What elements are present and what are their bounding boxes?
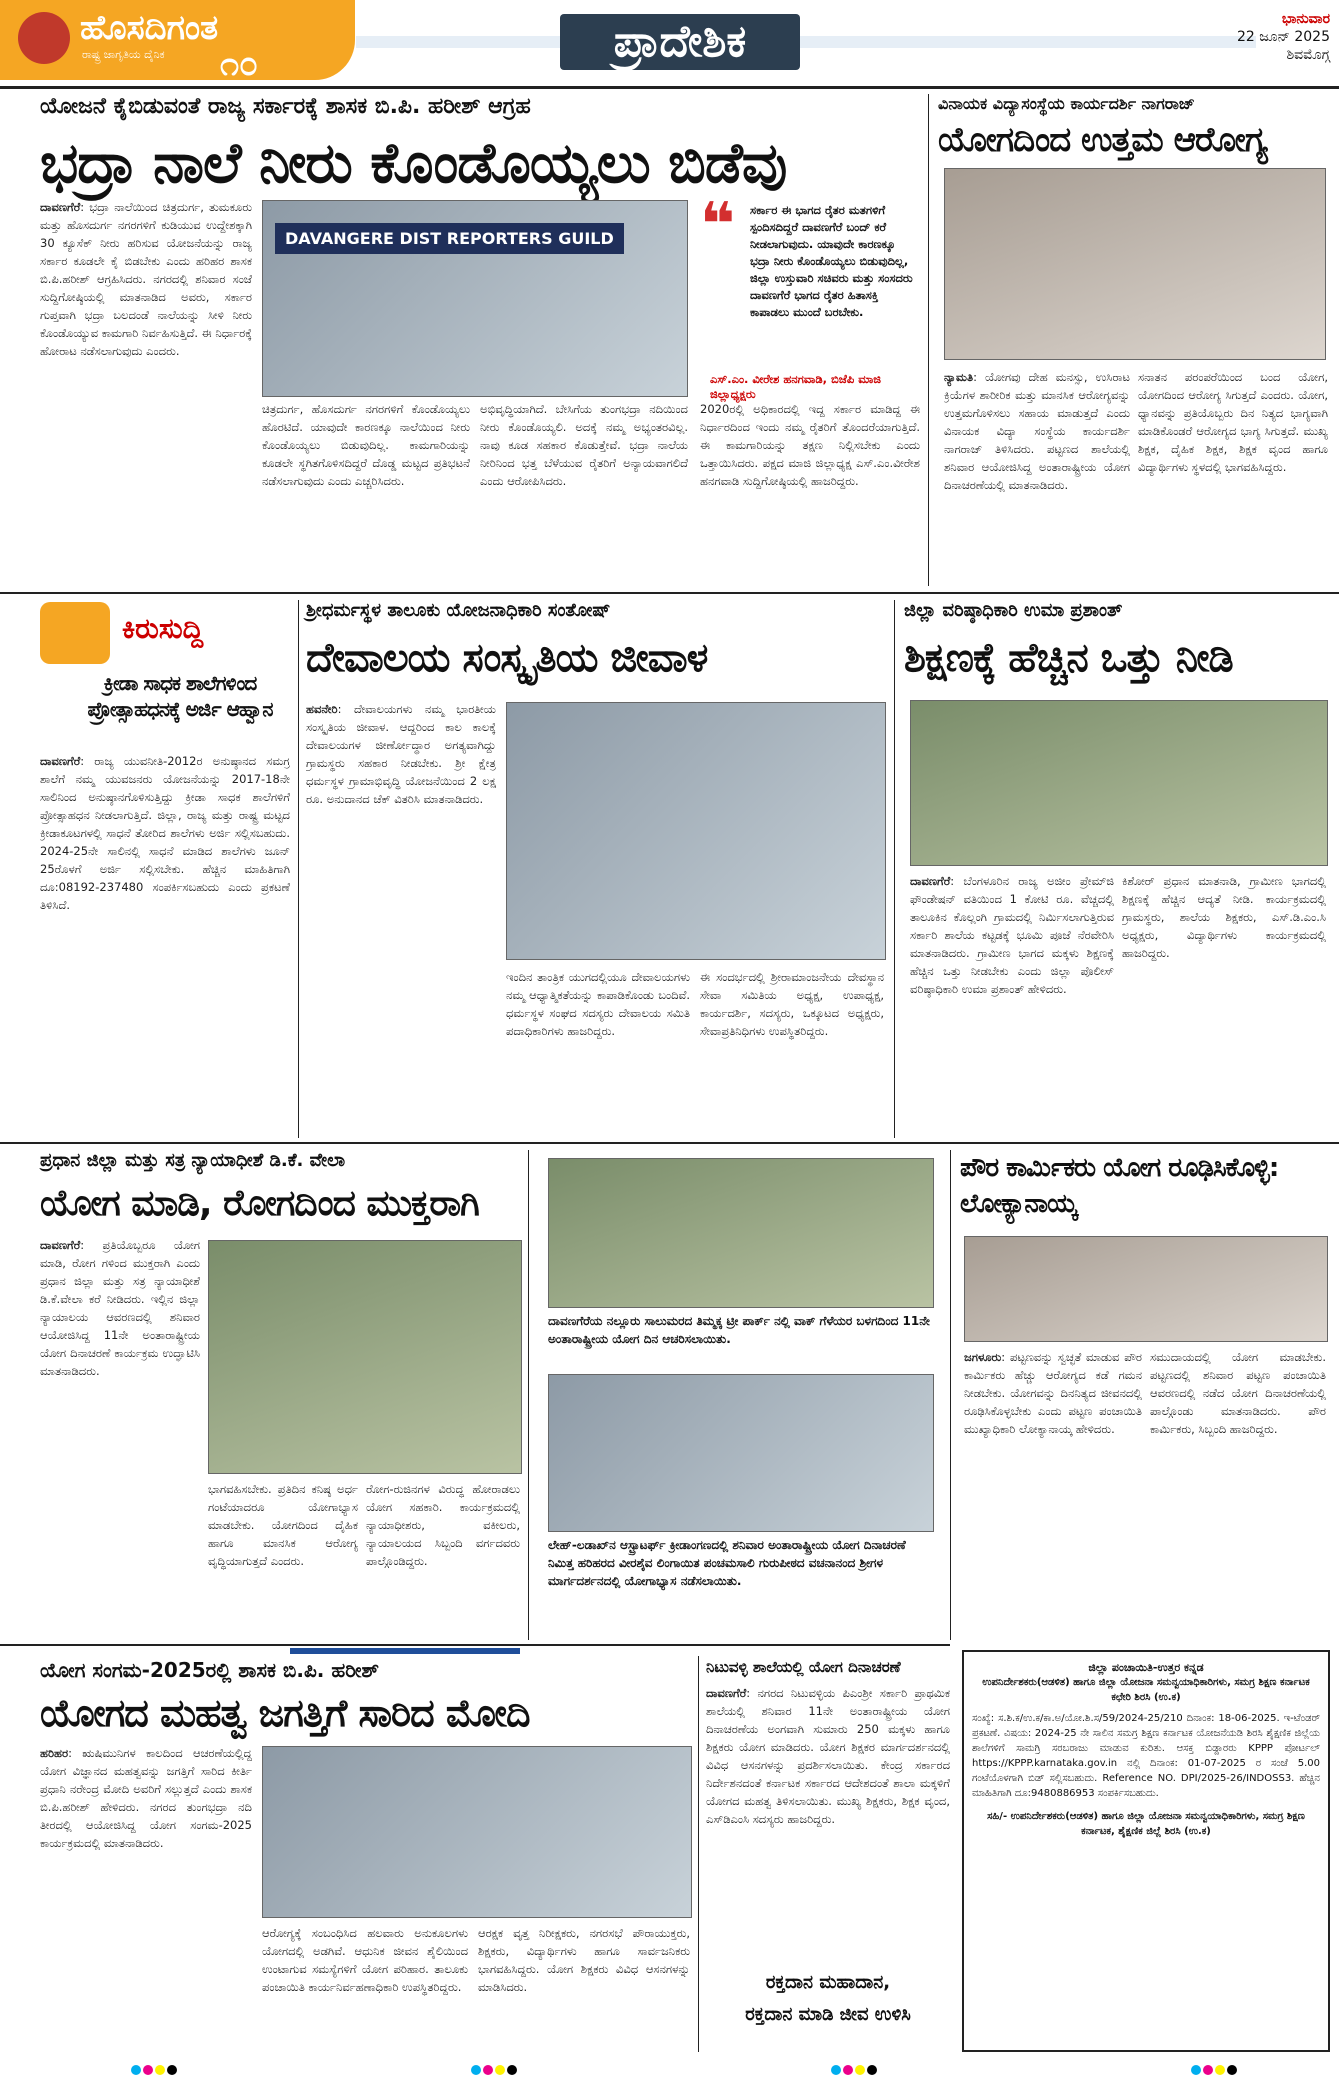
story1-quote: ಸರ್ಕಾರ ಈ ಭಾಗದ ರೈತರ ಮತಗಳಿಗೆ ಸ್ಪಂದಿಸದಿದ್ದರೆ ದಾವಣಗೆರೆ ಬಂದ್ ಕರೆ ನೀಡಲಾಗುವುದು. ಯಾವುದೇ ಕಾರಣಕ್ಕೂ ಭದ್ರಾ ನೀರು ಕೊಂಡೊಯ್ಯಲು ಬಿಡುವುದಿಲ್ಲ, ಜಿಲ್ಲಾ ಉಸ್ತುವಾರಿ ಸಚಿವರು ಮತ್ತು ಸಂಸದರು ದಾವಣಗೆರೆ ಭಾಗದ ರೈತರ ಹಿತಾಸಕ್ತಿ ಕಾಪಾಡಲು ಮುಂದೆ ಬರಬೇಕು. bbox=[750, 203, 913, 319]
dateline: ಜಗಳೂರು bbox=[964, 1350, 1002, 1364]
notice-title: ಜಿಲ್ಲಾ ಪಂಚಾಯಿತಿ-ಉತ್ತರ ಕನ್ನಡ bbox=[1088, 1661, 1204, 1674]
story5-headline: ಯೋಗ ಮಾಡಿ, ರೋಗದಿಂದ ಮುಕ್ತರಾಗಿ bbox=[40, 1183, 479, 1224]
dateline: ದಾವಣಗೆರೆ bbox=[910, 874, 951, 888]
story1-body3: ಅಭಿವೃದ್ಧಿಯಾಗಿದೆ. ಬೇಸಿಗೆಯ ತುಂಗಭದ್ರಾ ನದಿಯಿಂದ ನೀರು ಕೊಂಡೊಯ್ಯಲಿ. ಅದಕ್ಕೆ ನಮ್ಮ ಅಭ್ಯಂತರವಿಲ್ಲ. ನಾವು ಕೂಡ ಸಹಕಾರ ಕೊಡುತ್ತೇವೆ. ಭದ್ರಾ ನಾಲೆಯ ನೀರಿನಿಂದ ಭತ್ತ ಬೆಳೆಯುವ ರೈತರಿಗೆ ಅನ್ಯಾಯವಾಗಲಿದೆ ಎಂದು ಆರೋಪಿಸಿದರು. bbox=[480, 402, 688, 488]
dateline: ದಾವಣಗೆರೆ bbox=[40, 754, 81, 768]
story1-kicker: ಯೋಜನೆ ಕೈಬಿಡುವಂತೆ ರಾಜ್ಯ ಸರ್ಕಾರಕ್ಕೆ ಶಾಸಕ ಬಿ.ಪಿ. ಹರೀಶ್ ಆಗ್ರಹ bbox=[40, 94, 531, 119]
hand-icon bbox=[40, 602, 110, 664]
quote-icon: ❝ bbox=[700, 190, 736, 260]
divider bbox=[0, 592, 1339, 594]
story5-photo bbox=[208, 1240, 522, 1474]
story4-headline: ಶಿಕ್ಷಣಕ್ಕೆ ಹೆಚ್ಚಿನ ಒತ್ತು ನೀಡಿ bbox=[904, 635, 1233, 681]
story2-headline: ಯೋಗದಿಂದ ಉತ್ತಮ ಆರೋಗ್ಯ bbox=[938, 120, 1267, 160]
banner-text: DAVANGERE DIST REPORTERS GUILD bbox=[275, 223, 624, 254]
divider bbox=[698, 1656, 699, 2052]
story3-body3: ಈ ಸಂದರ್ಭದಲ್ಲಿ ಶ್ರೀರಾಮಾಂಜನೇಯ ದೇವಸ್ಥಾನ ಸೇವಾ ಸಮಿತಿಯ ಅಧ್ಯಕ್ಷ, ಉಪಾಧ್ಯಕ್ಷ, ಕಾರ್ಯದರ್ಶಿ, ಸದಸ್ಯರು, ಒಕ್ಕೂಟದ ಅಧ್ಯಕ್ಷರು, ಸೇವಾಪ್ರತಿನಿಧಿಗಳು ಉಪಸ್ಥಿತರಿದ್ದರು. bbox=[700, 970, 884, 1038]
lamp-icon bbox=[18, 12, 70, 64]
story1-body2: ಚಿತ್ರದುರ್ಗ, ಹೊಸದುರ್ಗ ನಗರಗಳಿಗೆ ಕೊಂಡೊಯ್ಯಲು ಹೊರಟಿದೆ. ಯಾವುದೇ ಕಾರಣಕ್ಕೂ ನಾಲೆಯಿಂದ ನೀರು ಕೊಂಡೊಯ್ಯಲು ಬಿಡುವುದಿಲ್ಲ. ಕಾಮಗಾರಿಯನ್ನು ಕೂಡಲೇ ಸ್ಥಗಿತಗೊಳಿಸದಿದ್ದರೆ ದೊಡ್ಡ ಮಟ್ಟದ ಪ್ರತಿಭಟನೆ ನಡೆಸಲಾಗುವುದು ಎಂದು ಎಚ್ಚರಿಸಿದರು. bbox=[262, 402, 470, 488]
story6-photo bbox=[964, 1236, 1328, 1342]
story3-body: ಹವನೇರಿ: ದೇವಾಲಯಗಳು ನಮ್ಮ ಭಾರತೀಯ ಸಂಸ್ಕೃತಿಯ ಜೀವಾಳ. ಆದ್ದರಿಂದ ಕಾಲ ಕಾಲಕ್ಕೆ ದೇವಾಲಯಗಳ ಜೀರ್ಣೋದ್ಧಾರ ಅಗತ್ಯವಾಗಿದ್ದು ಗ್ರಾಮಸ್ಥರು ಸಹಕಾರ ನೀಡಬೇಕು. ಶ್ರೀ ಕ್ಷೇತ್ರ ಧರ್ಮಸ್ಥಳ ಗ್ರಾಮಾಭಿವೃದ್ಧಿ ಯೋಜನೆಯಿಂದ 2 ಲಕ್ಷ ರೂ. ಅನುದಾನದ ಚೆಕ್ ವಿತರಿಸಿ ಮಾತನಾಡಿದರು. bbox=[306, 702, 496, 806]
section-title: ಪ್ರಾದೇಶಿಕ bbox=[560, 14, 800, 70]
story5-body2: ಭಾಗವಹಿಸಬೇಕು. ಪ್ರತಿದಿನ ಕನಿಷ್ಠ ಅರ್ಧ ಗಂಟೆಯಾದರೂ ಯೋಗಾಭ್ಯಾಸ ಮಾಡಬೇಕು. ಯೋಗದಿಂದ ದೈಹಿಕ ಹಾಗೂ ಮಾನಸಿಕ ಆರೋಗ್ಯ ವೃದ್ಧಿಯಾಗುತ್ತದೆ ಎಂದರು. bbox=[208, 1482, 358, 1568]
story6-body2: ಸಮುದಾಯದಲ್ಲಿ ಯೋಗ ಮಾಡಬೇಕು. ಪಟ್ಟಣದಲ್ಲಿ ಶನಿವಾರ ಪಟ್ಟಣ ಪಂಚಾಯಿತಿ ಆವರಣದಲ್ಲಿ ನಡೆದ ಯೋಗ ದಿನಾಚರಣೆಯಲ್ಲಿ ಪಾಲ್ಗೊಂಡು ಮಾತನಾಡಿದರು. ಪೌರ ಕಾರ್ಮಿಕರು, ಸಿಬ್ಬಂದಿ ಹಾಜರಿದ್ದರು. bbox=[1150, 1350, 1326, 1436]
page-number: ೧೦ bbox=[220, 44, 259, 84]
print-registration-dots bbox=[1190, 2060, 1238, 2079]
divider bbox=[298, 600, 299, 1138]
divider bbox=[0, 1142, 1339, 1144]
dateline: ಹರಿಹರ bbox=[40, 1746, 69, 1760]
story8-text: ನಗರದ ನಿಟುವಳ್ಳಿಯ ಪಿಎಂಶ್ರೀ ಸರ್ಕಾರಿ ಪ್ರಾಥಮಿಕ ಶಾಲೆಯಲ್ಲಿ ಶನಿವಾರ 11ನೇ ಅಂತಾರಾಷ್ಟ್ರೀಯ ಯೋಗ ದಿನಾಚರಣೆಯ ಅಂಗವಾಗಿ ಸುಮಾರು 250 ಮಕ್ಕಳು ಹಾಗೂ ಶಿಕ್ಷಕರು ಯೋಗ ಮಾಡಿದರು. ಯೋಗ ಶಿಕ್ಷಕರ ಮಾರ್ಗದರ್ಶನದಲ್ಲಿ ವಿವಿಧ ಆಸನಗಳನ್ನು ಪ್ರದರ್ಶಿಸಲಾಯಿತು. ಕೇಂದ್ರ ಸರ್ಕಾರದ ನಿರ್ದೇಶನದಂತೆ ಕರ್ನಾಟಕ ಸರ್ಕಾರದ ಆದೇಶದಂತೆ ಶಾಲಾ ಮಕ್ಕಳಿಗೆ ಯೋಗದ ಮಹತ್ವ ತಿಳಿಸಲಾಯಿತು. ಮುಖ್ಯ ಶಿಕ್ಷಕರು, ಶಿಕ್ಷಕ ವೃಂದ, ಎಸ್‌ಡಿಎಂಸಿ ಸದಸ್ಯರು ಹಾಜರಿದ್ದರು. bbox=[706, 1686, 950, 1826]
story6-text: ಪಟ್ಟಣವನ್ನು ಸ್ವಚ್ಛತೆ ಮಾಡುವ ಪೌರ ಕಾರ್ಮಿಕರು ಹೆಚ್ಚು ಆರೋಗ್ಯದ ಕಡೆ ಗಮನ ನೀಡಬೇಕು. ಯೋಗವನ್ನು ದಿನನಿತ್ಯದ ಜೀವನದಲ್ಲಿ ರೂಢಿಸಿಕೊಳ್ಳಬೇಕು ಎಂದು ಪಟ್ಟಣ ಪಂಚಾಯಿತಿ ಮುಖ್ಯಾಧಿಕಾರಿ ಲೋಕ್ಯಾನಾಯ್ಕ ಹೇಳಿದರು. bbox=[964, 1350, 1142, 1436]
divider bbox=[950, 1150, 951, 1640]
story7-photo bbox=[262, 1746, 692, 1918]
paper-name: ಹೊಸದಿಗಂತ bbox=[80, 8, 219, 48]
date-block bbox=[1150, 10, 1330, 64]
story5-body3: ರೋಗ-ರುಜಿನಗಳ ವಿರುದ್ಧ ಹೋರಾಡಲು ಯೋಗ ಸಹಕಾರಿ. ಕಾರ್ಯಕ್ರಮದಲ್ಲಿ ನ್ಯಾಯಾಧೀಶರು, ವಕೀಲರು, ನ್ಯಾಯಾಲಯದ ಸಿಬ್ಬಂದಿ ವರ್ಗದವರು ಪಾಲ್ಗೊಂಡಿದ್ದರು. bbox=[366, 1482, 520, 1568]
dateline: ಹವನೇರಿ bbox=[306, 702, 338, 716]
story1-headline: ಭದ್ರಾ ನಾಲೆ ನೀರು ಕೊಂಡೊಯ್ಯಲು ಬಿಡೆವು bbox=[40, 131, 787, 196]
story4-body: ದಾವಣಗೆರೆ: ಬೆಂಗಳೂರಿನ ರಾಜ್ಯ ಅಜೀಂ ಪ್ರೇಮ್‌ಜಿ ಫೌಂಡೇಷನ್ ವತಿಯಿಂದ 1 ಕೋಟಿ ರೂ. ವೆಚ್ಚದಲ್ಲಿ ತಾಲೂಕಿನ ಕೊಲ್ಲಂಗಿ ಗ್ರಾಮದಲ್ಲಿ ನಿರ್ಮಿಸಲಾಗುತ್ತಿರುವ ಸರ್ಕಾರಿ ಶಾಲೆಯ ಕಟ್ಟಡಕ್ಕೆ ಭೂಮಿ ಪೂಜೆ ನೆರವೇರಿಸಿ ಮಾತನಾಡಿದರು. ಗ್ರಾಮೀಣ ಭಾಗದ ಮಕ್ಕಳು ಶಿಕ್ಷಣಕ್ಕೆ ಹೆಚ್ಚಿನ ಒತ್ತು ನೀಡಬೇಕು ಎಂದು ಜಿಲ್ಲಾ ಪೊಲೀಸ್ ವರಿಷ್ಠಾಧಿಕಾರಿ ಉಮಾ ಪ್ರಶಾಂತ್ ಹೇಳಿದರು. bbox=[910, 874, 1114, 996]
story8-kicker: ನಿಟುವಳ್ಳಿ ಶಾಲೆಯಲ್ಲಿ ಯೋಗ ದಿನಾಚರಣೆ bbox=[706, 1658, 901, 1676]
story5-kicker: ಪ್ರಧಾನ ಜಿಲ್ಲಾ ಮತ್ತು ಸತ್ರ ನ್ಯಾಯಾಧೀಶೆ ಡಿ.ಕೆ. ವೇಲಾ bbox=[40, 1150, 346, 1171]
story7-body3: ಆರಕ್ಷಕ ವೃತ್ತ ನಿರೀಕ್ಷಕರು, ನಗರಸಭೆ ಪೌರಾಯುಕ್ತರು, ಶಿಕ್ಷಕರು, ವಿದ್ಯಾರ್ಥಿಗಳು ಹಾಗೂ ಸಾರ್ವಜನಿಕರು ಭಾಗವಹಿಸಿದ್ದರು. ಯೋಗ ಶಿಕ್ಷಕರು ವಿವಿಧ ಆಸನಗಳನ್ನು ಮಾಡಿಸಿದರು. bbox=[478, 1926, 690, 1994]
story8-body: ದಾವಣಗೆರೆ: ನಗರದ ನಿಟುವಳ್ಳಿಯ ಪಿಎಂಶ್ರೀ ಸರ್ಕಾರಿ ಪ್ರಾಥಮಿಕ ಶಾಲೆಯಲ್ಲಿ ಶನಿವಾರ 11ನೇ ಅಂತಾರಾಷ್ಟ್ರೀಯ ಯೋಗ ದಿನಾಚರಣೆಯ ಅಂಗವಾಗಿ ಸುಮಾರು 250 ಮಕ್ಕಳು ಹಾಗೂ ಶಿಕ್ಷಕರು ಯೋಗ ಮಾಡಿದರು. ಯೋಗ ಶಿಕ್ಷಕರ ಮಾರ್ಗದರ್ಶನದಲ್ಲಿ ವಿವಿಧ ಆಸನಗಳನ್ನು ಪ್ರದರ್ಶಿಸಲಾಯಿತು. ಕೇಂದ್ರ ಸರ್ಕಾರದ ನಿರ್ದೇಶನದಂತೆ ಕರ್ನಾಟಕ ಸರ್ಕಾರದ ಆದೇಶದಂತೆ ಶಾಲಾ ಮಕ್ಕಳಿಗೆ ಯೋಗದ ಮಹತ್ವ ತಿಳಿಸಲಾಯಿತು. ಮುಖ್ಯ ಶಿಕ್ಷಕರು, ಶಿಕ್ಷಕ ವೃಂದ, ಎಸ್‌ಡಿಎಂಸಿ ಸದಸ್ಯರು ಹಾಜರಿದ್ದರು. bbox=[706, 1686, 950, 1826]
notice-signature: ಸಹಿ/- ಉಪನಿರ್ದೇಶಕರು(ಆಡಳಿತ) ಹಾಗೂ ಜಿಲ್ಲಾ ಯೋಜನಾ ಸಮನ್ವಯಾಧಿಕಾರಿಗಳು, ಸಮಗ್ರ ಶಿಕ್ಷಣ ಕರ್ನಾಟಕ, ಶೈಕ್ಷಣಿಕ ಜಿಲ್ಲೆ ಶಿರಸಿ (ಉ.ಕ) bbox=[987, 1811, 1305, 1837]
ladakh-yoga-photo bbox=[548, 1374, 934, 1532]
story2-photo bbox=[944, 168, 1326, 360]
accent-bar bbox=[290, 1648, 520, 1654]
story7-headline: ಯೋಗದ ಮಹತ್ವ ಜಗತ್ತಿಗೆ ಸಾರಿದ ಮೋದಿ bbox=[40, 1691, 530, 1735]
day: ಭಾನುವಾರ bbox=[1281, 11, 1330, 27]
story2-body2: ಸನಾತನ ಪರಂಪರೆಯಿಂದ ಬಂದ ಯೋಗ, ಯೋಗದಿಂದ ಆರೋಗ್ಯ ಸಿಗುತ್ತದೆ ಎಂದರು. ಯೋಗ, ಧ್ಯಾನವನ್ನು ಪ್ರತಿಯೊಬ್ಬರು ದಿನ ನಿತ್ಯದ ಭಾಗ್ಯವಾಗಿ ಮಾಡಿಕೊಂಡರೆ ಆರೋಗ್ಯದ ಭಾಗ್ಯ ಸಿಗುತ್ತದೆ. ಮುಖ್ಯ ಶಿಕ್ಷಕ, ದೈಹಿಕ ಶಿಕ್ಷಕ, ಶಿಕ್ಷಕ ವೃಂದ ಹಾಗೂ ವಿದ್ಯಾರ್ಥಿಗಳು ಸ್ಥಳದಲ್ಲಿ ಭಾಗವಹಿಸಿದ್ದರು. bbox=[1138, 370, 1328, 474]
divider bbox=[894, 600, 895, 1138]
story1-body4: 2020ರಲ್ಲಿ ಅಧಿಕಾರದಲ್ಲಿ ಇದ್ದ ಸರ್ಕಾರ ಮಾಡಿದ್ದ ಈ ನಿರ್ಧಾರದಿಂದ ಇಂದು ನಮ್ಮ ರೈತರಿಗೆ ತೊಂದರೆಯಾಗುತ್ತಿದೆ. ಈ ಕಾಮಗಾರಿಯನ್ನು ತಕ್ಷಣ ನಿಲ್ಲಿಸಬೇಕು ಎಂದು ಒತ್ತಾಯಿಸಿದರು. ಪಕ್ಷದ ಮಾಜಿ ಜಿಲ್ಲಾಧ್ಯಕ್ಷ ಎಸ್.ಎಂ.ವೀರೇಶ ಹನಗವಾಡಿ ಸುದ್ದಿಗೋಷ್ಠಿಯಲ್ಲಿ ಹಾಜರಿದ್ದರು. bbox=[700, 402, 920, 488]
dateline: ದಾವಣಗೆರೆ bbox=[40, 1238, 81, 1252]
divider bbox=[528, 1150, 529, 1640]
print-registration-dots bbox=[470, 2060, 518, 2079]
quote-author: ಎಸ್.ಎಂ. ವೀರೇಶ ಹನಗವಾಡಿ, ಬಿಜೆಪಿ ಮಾಜಿ ಜಿಲ್ಲಾಧ್ಯಕ್ಷರು bbox=[710, 372, 881, 401]
story6-headline: ಪೌರ ಕಾರ್ಮಿಕರು ಯೋಗ ರೂಢಿಸಿಕೊಳ್ಳಿ: ಲೋಕ್ಯಾನಾಯ್ಕ bbox=[960, 1153, 1279, 1219]
photo-caption-1: ದಾವಣಗೆರೆಯ ನಲ್ಲೂರು ಸಾಲುಮರದ ತಿಮ್ಮಕ್ಕ ಟ್ರೀ ಪಾರ್ಕ್ ನಲ್ಲಿ ವಾಕ್ ಗೆಳೆಯರ ಬಳಗದಿಂದ 11ನೇ ಅಂತಾರಾಷ್ಟ್ರೀಯ ಯೋಗ ದಿನ ಆಚರಿಸಲಾಯಿತು. bbox=[548, 1314, 930, 1346]
story3-text: ದೇವಾಲಯಗಳು ನಮ್ಮ ಭಾರತೀಯ ಸಂಸ್ಕೃತಿಯ ಜೀವಾಳ. ಆದ್ದರಿಂದ ಕಾಲ ಕಾಲಕ್ಕೆ ದೇವಾಲಯಗಳ ಜೀರ್ಣೋದ್ಧಾರ ಅಗತ್ಯವಾಗಿದ್ದು ಗ್ರಾಮಸ್ಥರು ಸಹಕಾರ ನೀಡಬೇಕು. ಶ್ರೀ ಕ್ಷೇತ್ರ ಧರ್ಮಸ್ಥಳ ಗ್ರಾಮಾಭಿವೃದ್ಧಿ ಯೋಜನೆಯಿಂದ 2 ಲಕ್ಷ ರೂ. ಅನುದಾನದ ಚೆಕ್ ವಿತರಿಸಿ ಮಾತನಾಡಿದರು. bbox=[306, 702, 496, 806]
tender-notice bbox=[962, 1650, 1330, 2052]
story2-text: ಯೋಗವು ದೇಹ ಮನಸ್ಸು, ಉಸಿರಾಟ ಕ್ರಿಯೆಗಳ ಶಾರೀರಿಕ ಮತ್ತು ಮಾನಸಿಕ ಆರೋಗ್ಯವನ್ನು ಉತ್ತಮಗೊಳಿಸಲು ಸಹಾಯ ಮಾಡುತ್ತದೆ ಎಂದು ವಿನಾಯಕ ವಿದ್ಯಾ ಸಂಸ್ಥೆಯ ಕಾರ್ಯದರ್ಶಿ ನಾಗರಾಜ್ ತಿಳಿಸಿದರು. ಪಟ್ಟಣದ ಶಾಲೆಯಲ್ಲಿ ಶನಿವಾರ ಆಯೋಜಿಸಿದ್ದ ಅಂತಾರಾಷ್ಟ್ರೀಯ ಯೋಗ ದಿನಾಚರಣೆಯಲ್ಲಿ ಮಾತನಾಡಿದರು. bbox=[944, 370, 1130, 492]
story1-photo bbox=[262, 200, 688, 397]
paper-tagline: ರಾಷ್ಟ್ರ ಜಾಗೃತಿಯ ದೈನಿಕ bbox=[82, 48, 165, 61]
city: ಶಿವಮೊಗ್ಗ bbox=[1286, 47, 1330, 63]
divider bbox=[928, 94, 929, 586]
blood-donation-line2: ರಕ್ತದಾನ ಮಾಡಿ ಜೀವ ಉಳಿಸಿ bbox=[745, 2004, 911, 2025]
print-registration-dots bbox=[130, 2060, 178, 2079]
story1-body: ದಾವಣಗೆರೆ: ಭದ್ರಾ ನಾಲೆಯಿಂದ ಚಿತ್ರದುರ್ಗ, ತುಮಕೂರು ಮತ್ತು ಹೊಸದುರ್ಗ ನಗರಗಳಿಗೆ ಕುಡಿಯುವ ಉದ್ದೇಶಕ್ಕಾಗಿ 30 ಕ್ಯೂಸೆಕ್ ನೀರು ಹರಿಸುವ ಯೋಜನೆಯನ್ನು ರಾಜ್ಯ ಸರ್ಕಾರ ಕೂಡಲೇ ಕೈ ಬಿಡಬೇಕು ಎಂದು ಹರಿಹರ ಶಾಸಕ ಬಿ.ಪಿ.ಹರೀಶ್ ಆಗ್ರಹಿಸಿದರು. ನಗರದಲ್ಲಿ ಶನಿವಾರ ಸಂಜೆ ಸುದ್ದಿಗೋಷ್ಠಿಯಲ್ಲಿ ಮಾತನಾಡಿದ ಅವರು, ಸರ್ಕಾರ ಗುಪ್ತವಾಗಿ ಭದ್ರಾ ಬಲದಂಡೆ ನಾಲೆಯನ್ನು ಸೀಳಿ ನೀರು ಕೊಂಡೊಯ್ಯುವ ಕಾಮಗಾರಿ ನಿರ್ವಹಿಸುತ್ತಿದೆ. ಈ ನಿರ್ಧಾರಕ್ಕೆ ಹೋರಾಟ ನಡೆಸಲಾಗುವುದು ಎಂದರು. bbox=[40, 200, 252, 358]
story2-kicker: ವಿನಾಯಕ ವಿದ್ಯಾಸಂಸ್ಥೆಯ ಕಾರ್ಯದರ್ಶಿ ನಾಗರಾಜ್ bbox=[938, 94, 1195, 113]
divider bbox=[0, 1644, 950, 1646]
masthead-bar bbox=[356, 36, 1256, 48]
dateline: ನ್ಯಾಮತಿ bbox=[944, 370, 974, 384]
notice-body: ಸಂಖ್ಯೆ: ಸ.ಶಿ.ಕ/ಉ.ಕ/ಕಾ.ಅ/ಯೋ.ಶಿ.ಸ/59/2024-25/210 ದಿನಾಂಕ: 18-06-2025. ಇ-ಟೆಂಡರ್ ಪ್ರಕಟಣೆ. ವಿಷಯ: 2024-25 ನೇ ಸಾಲಿನ ಸಮಗ್ರ ಶಿಕ್ಷಣ ಕರ್ನಾಟಕ ಯೋಜನೆಯಡಿ ಶಿರಸಿ ಶೈಕ್ಷಣಿಕ ಜಿಲ್ಲೆಯ ಶಾಲೆಗಳಿಗೆ ಸಾಮಗ್ರಿ ಸರಬರಾಜು ಮಾಡುವ ಕುರಿತು. ಆಸಕ್ತ ಬಿಡ್ದಾರರು KPPP ಪೋರ್ಟಲ್ https://KPPP.karnataka.gov.in ನಲ್ಲಿ ದಿನಾಂಕ: 01-07-2025 ರ ಸಂಜೆ 5.00 ಗಂಟೆಯೊಳಗಾಗಿ ಬಿಡ್ ಸಲ್ಲಿಸಬಹುದು. Reference NO. DPI/2025-26/INDOSS3. ಹೆಚ್ಚಿನ ಮಾಹಿತಿಗಾಗಿ ದೂ:9480886953 ಸಂಪರ್ಕಿಸಬಹುದು. bbox=[972, 1713, 1320, 1799]
story7-text: ಋಷಿಮುನಿಗಳ ಕಾಲದಿಂದ ಆಚರಣೆಯಲ್ಲಿದ್ದ ಯೋಗ ವಿಜ್ಞಾನದ ಮಹತ್ವವನ್ನು ಜಗತ್ತಿಗೆ ಸಾರಿದ ಕೀರ್ತಿ ಪ್ರಧಾನಿ ನರೇಂದ್ರ ಮೋದಿ ಅವರಿಗೆ ಸಲ್ಲುತ್ತದೆ ಎಂದು ಶಾಸಕ ಬಿ.ಪಿ.ಹರೀಶ್ ಹೇಳಿದರು. ನಗರದ ತುಂಗಭದ್ರಾ ನದಿ ತೀರದಲ್ಲಿ ಆಯೋಜಿಸಿದ್ದ ಯೋಗ ಸಂಗಮ-2025 ಕಾರ್ಯಕ್ರಮದಲ್ಲಿ ಮಾತನಾಡಿದರು. bbox=[40, 1746, 252, 1850]
story3-headline: ದೇವಾಲಯ ಸಂಸ್ಕೃತಿಯ ಜೀವಾಳ bbox=[306, 635, 708, 681]
kiru-headline: ಕ್ರೀಡಾ ಸಾಧಕ ಶಾಲೆಗಳಿಂದ ಪ್ರೋತ್ಸಾಹಧನಕ್ಕೆ ಅರ್ಜಿ ಆಹ್ವಾನ bbox=[87, 671, 273, 721]
story4-body2: ಕಿಶೋರ್ ಪ್ರಧಾನ ಮಾತನಾಡಿ, ಗ್ರಾಮೀಣ ಭಾಗದಲ್ಲಿ ಶಿಕ್ಷಣಕ್ಕೆ ಹೆಚ್ಚಿನ ಆದ್ಯತೆ ನೀಡಿ. ಕಾರ್ಯಕ್ರಮದಲ್ಲಿ ಗ್ರಾಮಸ್ಥರು, ಶಾಲೆಯ ಶಿಕ್ಷಕರು, ಎಸ್.ಡಿ.ಎಂ.ಸಿ ಅಧ್ಯಕ್ಷರು, ವಿದ್ಯಾರ್ಥಿಗಳು ಕಾರ್ಯಕ್ರಮದಲ್ಲಿ ಹಾಜರಿದ್ದರು. bbox=[1122, 874, 1326, 960]
divider bbox=[0, 86, 1339, 89]
blood-donation-line1: ರಕ್ತದಾನ ಮಹಾದಾನ, bbox=[765, 1972, 891, 1993]
story5-text: ಪ್ರತಿಯೊಬ್ಬರೂ ಯೋಗ ಮಾಡಿ, ರೋಗ ಗಳಿಂದ ಮುಕ್ತರಾಗಿ ಎಂದು ಪ್ರಧಾನ ಜಿಲ್ಲಾ ಮತ್ತು ಸತ್ರ ನ್ಯಾಯಾಧೀಶೆ ಡಿ.ಕೆ.ವೇಲಾ ಕರೆ ನೀಡಿದರು. ಇಲ್ಲಿನ ಜಿಲ್ಲಾ ನ್ಯಾಯಾಲಯ ಆವರಣದಲ್ಲಿ ಶನಿವಾರ ಆಯೋಜಿಸಿದ್ದ 11ನೇ ಅಂತಾರಾಷ್ಟ್ರೀಯ ಯೋಗ ದಿನಾಚರಣೆ ಕಾರ್ಯಕ್ರಮ ಉದ್ಘಾಟಿಸಿ ಮಾತನಾಡಿದರು. bbox=[40, 1238, 200, 1378]
story1-text: ಭದ್ರಾ ನಾಲೆಯಿಂದ ಚಿತ್ರದುರ್ಗ, ತುಮಕೂರು ಮತ್ತು ಹೊಸದುರ್ಗ ನಗರಗಳಿಗೆ ಕುಡಿಯುವ ಉದ್ದೇಶಕ್ಕಾಗಿ 30 ಕ್ಯೂಸೆಕ್ ನೀರು ಹರಿಸುವ ಯೋಜನೆಯನ್ನು ರಾಜ್ಯ ಸರ್ಕಾರ ಕೂಡಲೇ ಕೈ ಬಿಡಬೇಕು ಎಂದು ಹರಿಹರ ಶಾಸಕ ಬಿ.ಪಿ.ಹರೀಶ್ ಆಗ್ರಹಿಸಿದರು. ನಗರದಲ್ಲಿ ಶನಿವಾರ ಸಂಜೆ ಸುದ್ದಿಗೋಷ್ಠಿಯಲ್ಲಿ ಮಾತನಾಡಿದ ಅವರು, ಸರ್ಕಾರ ಗುಪ್ತವಾಗಿ ಭದ್ರಾ ಬಲದಂಡೆ ನಾಲೆಯನ್ನು ಸೀಳಿ ನೀರು ಕೊಂಡೊಯ್ಯುವ ಕಾಮಗಾರಿ ನಿರ್ವಹಿಸುತ್ತಿದೆ. ಈ ನಿರ್ಧಾರಕ್ಕೆ ಹೋರಾಟ ನಡೆಸಲಾಗುವುದು ಎಂದರು. bbox=[40, 200, 252, 358]
kiru-label: ಕಿರುಸುದ್ದಿ bbox=[122, 612, 204, 645]
photo-caption-2: ಲೇಹ್-ಲಡಾಖ್‌ನ ಆಸ್ಟ್ರಾಟರ್ಫ್ ಕ್ರೀಡಾಂಗಣದಲ್ಲಿ ಶನಿವಾರ ಅಂತಾರಾಷ್ಟ್ರೀಯ ಯೋಗ ದಿನಾಚರಣೆ ನಿಮಿತ್ತ ಹರಿಹರದ ವೀರಶೈವ ಲಿಂಗಾಯಿತ ಪಂಚಮಸಾಲಿ ಗುರುಪೀಠದ ವಚನಾನಂದ ಶ್ರೀಗಳ ಮಾರ್ಗದರ್ಶನದಲ್ಲಿ ಯೋಗಾಭ್ಯಾಸ ನಡೆಸಲಾಯಿತು. bbox=[548, 1538, 906, 1588]
story4-photo bbox=[910, 700, 1328, 866]
story3-kicker: ಶ್ರೀಧರ್ಮಸ್ಥಳ ತಾಲೂಕು ಯೋಜನಾಧಿಕಾರಿ ಸಂತೋಷ್ bbox=[306, 600, 611, 621]
story4-text: ಬೆಂಗಳೂರಿನ ರಾಜ್ಯ ಅಜೀಂ ಪ್ರೇಮ್‌ಜಿ ಫೌಂಡೇಷನ್ ವತಿಯಿಂದ 1 ಕೋಟಿ ರೂ. ವೆಚ್ಚದಲ್ಲಿ ತಾಲೂಕಿನ ಕೊಲ್ಲಂಗಿ ಗ್ರಾಮದಲ್ಲಿ ನಿರ್ಮಿಸಲಾಗುತ್ತಿರುವ ಸರ್ಕಾರಿ ಶಾಲೆಯ ಕಟ್ಟಡಕ್ಕೆ ಭೂಮಿ ಪೂಜೆ ನೆರವೇರಿಸಿ ಮಾತನಾಡಿದರು. ಗ್ರಾಮೀಣ ಭಾಗದ ಮಕ್ಕಳು ಶಿಕ್ಷಣಕ್ಕೆ ಹೆಚ್ಚಿನ ಒತ್ತು ನೀಡಬೇಕು ಎಂದು ಜಿಲ್ಲಾ ಪೊಲೀಸ್ ವರಿಷ್ಠಾಧಿಕಾರಿ ಉಮಾ ಪ್ರಶಾಂತ್ ಹೇಳಿದರು. bbox=[910, 874, 1114, 996]
story4-kicker: ಜಿಲ್ಲಾ ವರಿಷ್ಠಾಧಿಕಾರಿ ಉಮಾ ಪ್ರಶಾಂತ್ bbox=[904, 600, 1123, 621]
kiru-body: ದಾವಣಗೆರೆ: ರಾಜ್ಯ ಯುವನೀತಿ-2012ರ ಅನುಷ್ಠಾನದ ಸಮಗ್ರ ಶಾಲೆಗೆ ನಮ್ಮ ಯುವಜನರು ಯೋಜನೆಯನ್ನು 2017-18ನೇ ಸಾಲಿನಿಂದ ಅನುಷ್ಠಾನಗೊಳಿಸುತ್ತಿದ್ದು ಕ್ರೀಡಾ ಸಾಧಕ ಶಾಲೆಗಳಿಗೆ ಪ್ರೋತ್ಸಾಹಧನ ನೀಡಲಾಗುತ್ತಿದೆ. ಜಿಲ್ಲಾ, ರಾಜ್ಯ ಮತ್ತು ರಾಷ್ಟ್ರ ಮಟ್ಟದ ಕ್ರೀಡಾಕೂಟಗಳಲ್ಲಿ ಸಾಧನೆ ತೋರಿದ ಶಾಲೆಗಳು ಅರ್ಜಿ ಸಲ್ಲಿಸಬಹುದು. 2024-25ನೇ ಸಾಲಿನಲ್ಲಿ ಸಾಧನೆ ಮಾಡಿದ ಶಾಲೆಗಳು ಜೂನ್ 25ರೊಳಗೆ ಅರ್ಜಿ ಸಲ್ಲಿಸಬೇಕು. ಹೆಚ್ಚಿನ ಮಾಹಿತಿಗಾಗಿ ದೂ:08192-237480 ಸಂಪರ್ಕಿಸಬಹುದು ಎಂದು ಪ್ರಕಟಣೆ ತಿಳಿಸಿದೆ. bbox=[40, 754, 290, 912]
story5-body: ದಾವಣಗೆರೆ: ಪ್ರತಿಯೊಬ್ಬರೂ ಯೋಗ ಮಾಡಿ, ರೋಗ ಗಳಿಂದ ಮುಕ್ತರಾಗಿ ಎಂದು ಪ್ರಧಾನ ಜಿಲ್ಲಾ ಮತ್ತು ಸತ್ರ ನ್ಯಾಯಾಧೀಶೆ ಡಿ.ಕೆ.ವೇಲಾ ಕರೆ ನೀಡಿದರು. ಇಲ್ಲಿನ ಜಿಲ್ಲಾ ನ್ಯಾಯಾಲಯ ಆವರಣದಲ್ಲಿ ಶನಿವಾರ ಆಯೋಜಿಸಿದ್ದ 11ನೇ ಅಂತಾರಾಷ್ಟ್ರೀಯ ಯೋಗ ದಿನಾಚರಣೆ ಕಾರ್ಯಕ್ರಮ ಉದ್ಘಾಟಿಸಿ ಮಾತನಾಡಿದರು. bbox=[40, 1238, 200, 1378]
story3-photo bbox=[506, 702, 886, 960]
park-yoga-photo bbox=[548, 1158, 934, 1308]
dateline: ದಾವಣಗೆರೆ bbox=[706, 1686, 747, 1700]
story2-body: ನ್ಯಾಮತಿ: ಯೋಗವು ದೇಹ ಮನಸ್ಸು, ಉಸಿರಾಟ ಕ್ರಿಯೆಗಳ ಶಾರೀರಿಕ ಮತ್ತು ಮಾನಸಿಕ ಆರೋಗ್ಯವನ್ನು ಉತ್ತಮಗೊಳಿಸಲು ಸಹಾಯ ಮಾಡುತ್ತದೆ ಎಂದು ವಿನಾಯಕ ವಿದ್ಯಾ ಸಂಸ್ಥೆಯ ಕಾರ್ಯದರ್ಶಿ ನಾಗರಾಜ್ ತಿಳಿಸಿದರು. ಪಟ್ಟಣದ ಶಾಲೆಯಲ್ಲಿ ಶನಿವಾರ ಆಯೋಜಿಸಿದ್ದ ಅಂತಾರಾಷ್ಟ್ರೀಯ ಯೋಗ ದಿನಾಚರಣೆಯಲ್ಲಿ ಮಾತನಾಡಿದರು. bbox=[944, 370, 1130, 492]
kiru-text: ರಾಜ್ಯ ಯುವನೀತಿ-2012ರ ಅನುಷ್ಠಾನದ ಸಮಗ್ರ ಶಾಲೆಗೆ ನಮ್ಮ ಯುವಜನರು ಯೋಜನೆಯನ್ನು 2017-18ನೇ ಸಾಲಿನಿಂದ ಅನುಷ್ಠಾನಗೊಳಿಸುತ್ತಿದ್ದು ಕ್ರೀಡಾ ಸಾಧಕ ಶಾಲೆಗಳಿಗೆ ಪ್ರೋತ್ಸಾಹಧನ ನೀಡಲಾಗುತ್ತಿದೆ. ಜಿಲ್ಲಾ, ರಾಜ್ಯ ಮತ್ತು ರಾಷ್ಟ್ರ ಮಟ್ಟದ ಕ್ರೀಡಾಕೂಟಗಳಲ್ಲಿ ಸಾಧನೆ ತೋರಿದ ಶಾಲೆಗಳು ಅರ್ಜಿ ಸಲ್ಲಿಸಬಹುದು. 2024-25ನೇ ಸಾಲಿನಲ್ಲಿ ಸಾಧನೆ ಮಾಡಿದ ಶಾಲೆಗಳು ಜೂನ್ 25ರೊಳಗೆ ಅರ್ಜಿ ಸಲ್ಲಿಸಬೇಕು. ಹೆಚ್ಚಿನ ಮಾಹಿತಿಗಾಗಿ ದೂ:08192-237480 ಸಂಪರ್ಕಿಸಬಹುದು ಎಂದು ಪ್ರಕಟಣೆ ತಿಳಿಸಿದೆ. bbox=[40, 754, 290, 912]
story7-body2: ಆರೋಗ್ಯಕ್ಕೆ ಸಂಬಂಧಿಸಿದ ಹಲವಾರು ಅನುಕೂಲಗಳು ಯೋಗದಲ್ಲಿ ಅಡಗಿವೆ. ಆಧುನಿಕ ಜೀವನ ಶೈಲಿಯಿಂದ ಉಂಟಾಗುವ ಸಮಸ್ಯೆಗಳಿಗೆ ಯೋಗ ಪರಿಹಾರ. ತಾಲೂಕು ಪಂಚಾಯಿತಿ ಕಾರ್ಯನಿರ್ವಹಣಾಧಿಕಾರಿ ಉಪಸ್ಥಿತರಿದ್ದರು. bbox=[262, 1926, 468, 1994]
print-registration-dots bbox=[830, 2060, 878, 2079]
story7-kicker: ಯೋಗ ಸಂಗಮ-2025ರಲ್ಲಿ ಶಾಸಕ ಬಿ.ಪಿ. ಹರೀಶ್ bbox=[40, 1658, 379, 1682]
dateline: ದಾವಣಗೆರೆ bbox=[40, 200, 81, 214]
date: 22 ಜೂನ್ 2025 bbox=[1236, 29, 1330, 45]
notice-subtitle: ಉಪನಿರ್ದೇಶಕರು(ಆಡಳಿತ) ಹಾಗೂ ಜಿಲ್ಲಾ ಯೋಜನಾ ಸಮನ್ವಯಾಧಿಕಾರಿಗಳು, ಸಮಗ್ರ ಶಿಕ್ಷಣ ಕರ್ನಾಟಕ ಕಛೇರಿ ಶಿರಸಿ (ಉ.ಕ) bbox=[982, 1677, 1310, 1703]
story6-body: ಜಗಳೂರು: ಪಟ್ಟಣವನ್ನು ಸ್ವಚ್ಛತೆ ಮಾಡುವ ಪೌರ ಕಾರ್ಮಿಕರು ಹೆಚ್ಚು ಆರೋಗ್ಯದ ಕಡೆ ಗಮನ ನೀಡಬೇಕು. ಯೋಗವನ್ನು ದಿನನಿತ್ಯದ ಜೀವನದಲ್ಲಿ ರೂಢಿಸಿಕೊಳ್ಳಬೇಕು ಎಂದು ಪಟ್ಟಣ ಪಂಚಾಯಿತಿ ಮುಖ್ಯಾಧಿಕಾರಿ ಲೋಕ್ಯಾನಾಯ್ಕ ಹೇಳಿದರು. bbox=[964, 1350, 1142, 1436]
story7-body: ಹರಿಹರ: ಋಷಿಮುನಿಗಳ ಕಾಲದಿಂದ ಆಚರಣೆಯಲ್ಲಿದ್ದ ಯೋಗ ವಿಜ್ಞಾನದ ಮಹತ್ವವನ್ನು ಜಗತ್ತಿಗೆ ಸಾರಿದ ಕೀರ್ತಿ ಪ್ರಧಾನಿ ನರೇಂದ್ರ ಮೋದಿ ಅವರಿಗೆ ಸಲ್ಲುತ್ತದೆ ಎಂದು ಶಾಸಕ ಬಿ.ಪಿ.ಹರೀಶ್ ಹೇಳಿದರು. ನಗರದ ತುಂಗಭದ್ರಾ ನದಿ ತೀರದಲ್ಲಿ ಆಯೋಜಿಸಿದ್ದ ಯೋಗ ಸಂಗಮ-2025 ಕಾರ್ಯಕ್ರಮದಲ್ಲಿ ಮಾತನಾಡಿದರು. bbox=[40, 1746, 252, 1850]
story3-body2: ಇಂದಿನ ತಾಂತ್ರಿಕ ಯುಗದಲ್ಲಿಯೂ ದೇವಾಲಯಗಳು ನಮ್ಮ ಆಧ್ಯಾತ್ಮಿಕತೆಯನ್ನು ಕಾಪಾಡಿಕೊಂಡು ಬಂದಿವೆ. ಧರ್ಮಸ್ಥಳ ಸಂಘದ ಸದಸ್ಯರು ದೇವಾಲಯ ಸಮಿತಿ ಪದಾಧಿಕಾರಿಗಳು ಹಾಜರಿದ್ದರು. bbox=[506, 970, 690, 1038]
